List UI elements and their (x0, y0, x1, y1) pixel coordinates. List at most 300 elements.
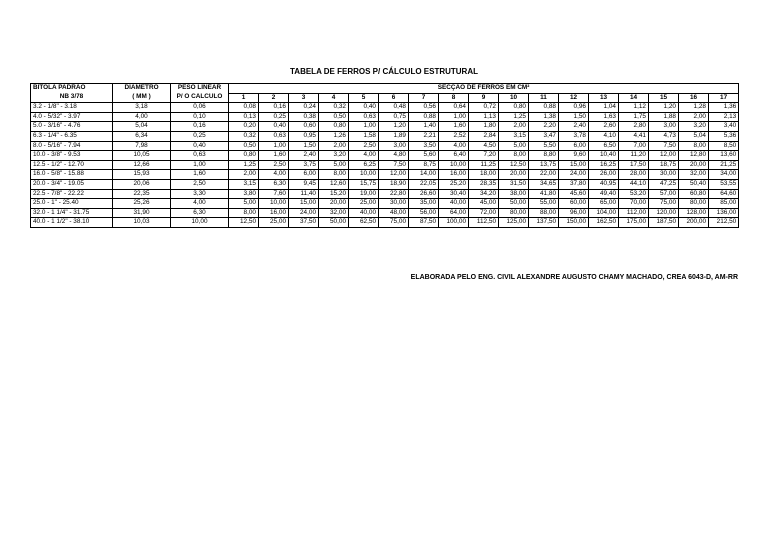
table-title: TABELA DE FERROS P/ CÁLCULO ESTRUTURAL (290, 67, 478, 76)
section-value-cell: 3,15 (499, 131, 529, 141)
section-value-cell: 4,10 (589, 131, 619, 141)
table-row (31, 141, 739, 151)
section-value-cell: 26,00 (589, 170, 619, 180)
section-value-cell: 64,00 (439, 208, 469, 218)
section-value-cell: 80,00 (499, 208, 529, 218)
diameter-cell: 5,04 (113, 122, 171, 132)
section-value-cell: 3,20 (679, 122, 709, 132)
header-count: 7 (409, 93, 439, 103)
section-value-cell: 0,95 (289, 131, 319, 141)
header-count: 1 (229, 93, 259, 103)
section-value-cell: 7,00 (619, 141, 649, 151)
section-value-cell: 175,00 (619, 218, 649, 228)
section-value-cell: 212,50 (709, 218, 739, 228)
section-value-cell: 50,40 (679, 179, 709, 189)
section-value-cell: 6,40 (439, 151, 469, 161)
section-value-cell: 1,26 (319, 131, 349, 141)
header-count: 13 (589, 93, 619, 103)
section-value-cell: 0,50 (229, 141, 259, 151)
section-value-cell: 55,00 (529, 199, 559, 209)
gauge-cell: 40.0 - 1 1/2" - 38.10 (31, 218, 113, 228)
section-value-cell: 0,32 (319, 103, 349, 113)
rebar-table (30, 83, 739, 228)
gauge-cell: 8.0 - 5/16" - 7.94 (31, 141, 113, 151)
gauge-cell: 16.0 - 5/8" - 15.88 (31, 170, 113, 180)
section-value-cell: 136,00 (709, 208, 739, 218)
section-value-cell: 8,00 (679, 141, 709, 151)
header-gauge-standard: NB 3/78 (31, 93, 113, 103)
section-value-cell: 0,56 (409, 103, 439, 113)
table-row (31, 160, 739, 170)
header-section: SECÇÃO DE FERROS EM CM² (229, 84, 739, 94)
header-weight-sub: P/ O CALCULO (171, 93, 229, 103)
section-value-cell: 1,00 (439, 112, 469, 122)
header-count: 8 (439, 93, 469, 103)
section-value-cell: 44,10 (619, 179, 649, 189)
section-value-cell: 0,80 (499, 103, 529, 113)
section-value-cell: 4,00 (349, 151, 379, 161)
table-row (31, 189, 739, 199)
section-value-cell: 0,88 (529, 103, 559, 113)
section-value-cell: 65,00 (589, 199, 619, 209)
table-row (31, 179, 739, 189)
section-value-cell: 5,00 (499, 141, 529, 151)
section-value-cell: 1,50 (289, 141, 319, 151)
weight-cell: 4,00 (171, 199, 229, 209)
section-value-cell: 62,50 (349, 218, 379, 228)
section-value-cell: 9,60 (559, 151, 589, 161)
section-value-cell: 1,00 (349, 122, 379, 132)
section-value-cell: 1,50 (559, 112, 589, 122)
header-diameter-unit: ( MM ) (113, 93, 171, 103)
section-value-cell: 32,00 (319, 208, 349, 218)
section-value-cell: 2,21 (409, 131, 439, 141)
section-value-cell: 0,60 (289, 122, 319, 132)
gauge-cell: 20.0 - 3/4" - 19.05 (31, 179, 113, 189)
section-value-cell: 28,00 (619, 170, 649, 180)
section-value-cell: 60,80 (679, 189, 709, 199)
gauge-cell: 4.0 - 5/32" - 3.97 (31, 112, 113, 122)
section-value-cell: 35,00 (409, 199, 439, 209)
section-value-cell: 6,00 (559, 141, 589, 151)
section-value-cell: 18,75 (649, 160, 679, 170)
section-value-cell: 128,00 (679, 208, 709, 218)
section-value-cell: 2,50 (349, 141, 379, 151)
header-count: 11 (529, 93, 559, 103)
gauge-cell: 25.0 - 1" - 25.40 (31, 199, 113, 209)
section-value-cell: 2,84 (469, 131, 499, 141)
section-value-cell: 40,00 (349, 208, 379, 218)
section-value-cell: 47,25 (649, 179, 679, 189)
section-value-cell: 4,00 (259, 170, 289, 180)
section-value-cell: 1,36 (709, 103, 739, 113)
table-row (31, 112, 739, 122)
section-value-cell: 7,20 (469, 151, 499, 161)
section-value-cell: 0,40 (259, 122, 289, 132)
section-value-cell: 75,00 (649, 199, 679, 209)
section-value-cell: 12,50 (499, 160, 529, 170)
section-value-cell: 3,00 (379, 141, 409, 151)
section-value-cell: 28,35 (469, 179, 499, 189)
table-row (31, 170, 739, 180)
section-value-cell: 85,00 (709, 199, 739, 209)
section-value-cell: 0,63 (349, 112, 379, 122)
section-value-cell: 1,25 (499, 112, 529, 122)
section-value-cell: 2,40 (289, 151, 319, 161)
section-value-cell: 1,89 (379, 131, 409, 141)
section-value-cell: 1,80 (469, 122, 499, 132)
section-value-cell: 13,60 (709, 151, 739, 161)
header-count: 10 (499, 93, 529, 103)
section-value-cell: 34,00 (709, 170, 739, 180)
section-value-cell: 4,00 (439, 141, 469, 151)
section-value-cell: 25,00 (349, 199, 379, 209)
section-value-cell: 1,38 (529, 112, 559, 122)
section-value-cell: 18,00 (469, 170, 499, 180)
section-value-cell: 75,00 (379, 218, 409, 228)
section-value-cell: 34,20 (469, 189, 499, 199)
author-credit: ELABORADA PELO ENG. CIVIL ALEXANDRE AUGUSTO CHAMY MACHADO, CREA 6043-D, AM-RR (410, 274, 738, 281)
section-value-cell: 0,80 (229, 151, 259, 161)
section-value-cell: 5,04 (679, 131, 709, 141)
section-value-cell: 1,88 (649, 112, 679, 122)
header-count: 2 (259, 93, 289, 103)
section-value-cell: 22,05 (409, 179, 439, 189)
section-value-cell: 100,00 (439, 218, 469, 228)
section-value-cell: 8,00 (229, 208, 259, 218)
diameter-cell: 31,90 (113, 208, 171, 218)
section-value-cell: 10,00 (259, 199, 289, 209)
section-value-cell: 2,00 (319, 141, 349, 151)
section-value-cell: 162,50 (589, 218, 619, 228)
header-weight: PESO LINEAR (171, 84, 229, 94)
section-value-cell: 14,00 (409, 170, 439, 180)
section-value-cell: 25,00 (259, 218, 289, 228)
section-value-cell: 0,32 (229, 131, 259, 141)
section-value-cell: 187,50 (649, 218, 679, 228)
section-value-cell: 1,12 (619, 103, 649, 113)
section-value-cell: 88,00 (529, 208, 559, 218)
section-value-cell: 25,20 (439, 179, 469, 189)
diameter-cell: 10,05 (113, 151, 171, 161)
section-value-cell: 2,00 (679, 112, 709, 122)
section-value-cell: 2,50 (259, 160, 289, 170)
gauge-cell: 32.0 - 1 1/4" - 31.75 (31, 208, 113, 218)
section-value-cell: 60,00 (559, 199, 589, 209)
section-value-cell: 17,50 (619, 160, 649, 170)
section-value-cell: 2,40 (559, 122, 589, 132)
header-count: 17 (709, 93, 739, 103)
section-value-cell: 1,25 (229, 160, 259, 170)
section-value-cell: 112,00 (619, 208, 649, 218)
section-value-cell: 40,95 (589, 179, 619, 189)
section-value-cell: 32,00 (679, 170, 709, 180)
section-value-cell: 0,75 (379, 112, 409, 122)
header-count: 16 (679, 93, 709, 103)
table-row (31, 151, 739, 161)
section-value-cell: 31,50 (499, 179, 529, 189)
section-value-cell: 4,50 (469, 141, 499, 151)
section-value-cell: 26,60 (409, 189, 439, 199)
section-value-cell: 5,00 (319, 160, 349, 170)
section-value-cell: 12,50 (229, 218, 259, 228)
table-row (31, 131, 739, 141)
section-value-cell: 45,00 (469, 199, 499, 209)
section-value-cell: 3,75 (289, 160, 319, 170)
table-row (31, 208, 739, 218)
gauge-cell: 12.5 - 1/2" - 12.70 (31, 160, 113, 170)
section-value-cell: 2,60 (589, 122, 619, 132)
diameter-cell: 4,00 (113, 112, 171, 122)
gauge-cell: 10.0 - 3/8" - 9.53 (31, 151, 113, 161)
section-value-cell: 9,45 (289, 179, 319, 189)
weight-cell: 0,16 (171, 122, 229, 132)
section-value-cell: 0,72 (469, 103, 499, 113)
section-value-cell: 0,08 (229, 103, 259, 113)
section-value-cell: 120,00 (649, 208, 679, 218)
section-value-cell: 1,60 (439, 122, 469, 132)
section-value-cell: 0,24 (289, 103, 319, 113)
section-value-cell: 3,15 (229, 179, 259, 189)
section-value-cell: 15,75 (349, 179, 379, 189)
section-value-cell: 16,00 (439, 170, 469, 180)
table-row (31, 218, 739, 228)
section-value-cell: 2,20 (529, 122, 559, 132)
header-count: 5 (349, 93, 379, 103)
section-value-cell: 1,28 (679, 103, 709, 113)
section-value-cell: 200,00 (679, 218, 709, 228)
section-value-cell: 0,25 (259, 112, 289, 122)
section-value-cell: 1,20 (379, 122, 409, 132)
section-value-cell: 64,60 (709, 189, 739, 199)
weight-cell: 0,06 (171, 103, 229, 113)
section-value-cell: 1,60 (259, 151, 289, 161)
section-value-cell: 3,80 (229, 189, 259, 199)
gauge-cell: 22.5 - 7/8" - 22.22 (31, 189, 113, 199)
section-value-cell: 0,13 (229, 112, 259, 122)
section-value-cell: 53,55 (709, 179, 739, 189)
diameter-cell: 12,66 (113, 160, 171, 170)
section-value-cell: 10,00 (439, 160, 469, 170)
section-value-cell: 104,00 (589, 208, 619, 218)
section-value-cell: 4,41 (619, 131, 649, 141)
weight-cell: 1,00 (171, 160, 229, 170)
section-value-cell: 2,13 (709, 112, 739, 122)
section-value-cell: 1,13 (469, 112, 499, 122)
section-value-cell: 70,00 (619, 199, 649, 209)
header-count: 4 (319, 93, 349, 103)
section-value-cell: 15,00 (559, 160, 589, 170)
weight-cell: 0,25 (171, 131, 229, 141)
table-row (31, 199, 739, 209)
section-value-cell: 96,00 (559, 208, 589, 218)
section-value-cell: 8,75 (409, 160, 439, 170)
section-value-cell: 50,00 (499, 199, 529, 209)
section-value-cell: 30,40 (439, 189, 469, 199)
section-value-cell: 2,00 (229, 170, 259, 180)
section-value-cell: 1,75 (619, 112, 649, 122)
section-value-cell: 1,63 (589, 112, 619, 122)
diameter-cell: 15,93 (113, 170, 171, 180)
section-value-cell: 20,00 (319, 199, 349, 209)
section-value-cell: 49,40 (589, 189, 619, 199)
section-value-cell: 1,20 (649, 103, 679, 113)
section-value-cell: 5,36 (709, 131, 739, 141)
header-count: 3 (289, 93, 319, 103)
weight-cell: 6,30 (171, 208, 229, 218)
section-value-cell: 8,50 (709, 141, 739, 151)
gauge-cell: 6.3 - 1/4" - 6.35 (31, 131, 113, 141)
section-value-cell: 30,00 (379, 199, 409, 209)
section-value-cell: 15,20 (319, 189, 349, 199)
section-value-cell: 0,20 (229, 122, 259, 132)
header-count: 9 (469, 93, 499, 103)
section-value-cell: 150,00 (559, 218, 589, 228)
section-value-cell: 0,40 (349, 103, 379, 113)
gauge-cell: 3.2 - 1/8" - 3.18 (31, 103, 113, 113)
section-value-cell: 11,40 (289, 189, 319, 199)
header-gauge: BITOLA PADRÃO (31, 84, 113, 94)
section-value-cell: 1,40 (409, 122, 439, 132)
section-value-cell: 3,20 (319, 151, 349, 161)
section-value-cell: 19,00 (349, 189, 379, 199)
section-value-cell: 37,50 (289, 218, 319, 228)
section-value-cell: 21,25 (709, 160, 739, 170)
section-value-cell: 4,80 (379, 151, 409, 161)
section-value-cell: 8,00 (319, 170, 349, 180)
section-value-cell: 38,00 (499, 189, 529, 199)
section-value-cell: 30,00 (649, 170, 679, 180)
gauge-cell: 5.0 - 3/16" - 4.76 (31, 122, 113, 132)
section-value-cell: 1,00 (259, 141, 289, 151)
section-value-cell: 137,50 (529, 218, 559, 228)
section-value-cell: 7,50 (379, 160, 409, 170)
section-value-cell: 3,78 (559, 131, 589, 141)
section-value-cell: 3,50 (409, 141, 439, 151)
section-value-cell: 50,00 (319, 218, 349, 228)
section-value-cell: 0,63 (259, 131, 289, 141)
section-value-cell: 2,52 (439, 131, 469, 141)
section-value-cell: 20,00 (499, 170, 529, 180)
section-value-cell: 6,50 (589, 141, 619, 151)
section-value-cell: 34,65 (529, 179, 559, 189)
section-value-cell: 16,00 (259, 208, 289, 218)
header-diameter: DIAMETRO (113, 84, 171, 94)
section-value-cell: 11,25 (469, 160, 499, 170)
section-value-cell: 6,00 (289, 170, 319, 180)
weight-cell: 1,60 (171, 170, 229, 180)
section-value-cell: 16,25 (589, 160, 619, 170)
section-value-cell: 125,00 (499, 218, 529, 228)
section-value-cell: 6,30 (259, 179, 289, 189)
section-value-cell: 22,00 (529, 170, 559, 180)
section-value-cell: 24,00 (289, 208, 319, 218)
section-value-cell: 48,00 (379, 208, 409, 218)
section-value-cell: 7,60 (259, 189, 289, 199)
weight-cell: 3,30 (171, 189, 229, 199)
section-value-cell: 72,00 (469, 208, 499, 218)
section-value-cell: 12,80 (679, 151, 709, 161)
section-value-cell: 87,50 (409, 218, 439, 228)
section-value-cell: 10,40 (589, 151, 619, 161)
section-value-cell: 12,00 (649, 151, 679, 161)
section-value-cell: 37,80 (559, 179, 589, 189)
section-value-cell: 0,88 (409, 112, 439, 122)
section-value-cell: 15,00 (289, 199, 319, 209)
section-value-cell: 5,60 (409, 151, 439, 161)
section-value-cell: 1,04 (589, 103, 619, 113)
section-value-cell: 0,48 (379, 103, 409, 113)
section-value-cell: 5,50 (529, 141, 559, 151)
table-body (31, 103, 739, 228)
section-value-cell: 10,00 (349, 170, 379, 180)
section-value-cell: 13,75 (529, 160, 559, 170)
section-value-cell: 20,00 (679, 160, 709, 170)
section-value-cell: 3,47 (529, 131, 559, 141)
weight-cell: 10,00 (171, 218, 229, 228)
header-count: 14 (619, 93, 649, 103)
section-value-cell: 0,50 (319, 112, 349, 122)
section-value-cell: 57,00 (649, 189, 679, 199)
header-count: 12 (559, 93, 589, 103)
weight-cell: 0,40 (171, 141, 229, 151)
section-value-cell: 18,90 (379, 179, 409, 189)
section-value-cell: 41,80 (529, 189, 559, 199)
section-value-cell: 112,50 (469, 218, 499, 228)
section-value-cell: 0,96 (559, 103, 589, 113)
section-value-cell: 12,00 (379, 170, 409, 180)
section-value-cell: 2,00 (499, 122, 529, 132)
section-value-cell: 24,00 (559, 170, 589, 180)
header-count: 6 (379, 93, 409, 103)
diameter-cell: 25,26 (113, 199, 171, 209)
section-value-cell: 2,80 (619, 122, 649, 132)
section-value-cell: 3,00 (649, 122, 679, 132)
section-value-cell: 0,38 (289, 112, 319, 122)
section-value-cell: 45,60 (559, 189, 589, 199)
table-row (31, 122, 739, 132)
section-value-cell: 8,00 (499, 151, 529, 161)
section-value-cell: 5,00 (229, 199, 259, 209)
weight-cell: 0,10 (171, 112, 229, 122)
section-value-cell: 4,73 (649, 131, 679, 141)
header-count: 15 (649, 93, 679, 103)
diameter-cell: 10,03 (113, 218, 171, 228)
section-value-cell: 6,25 (349, 160, 379, 170)
section-value-cell: 40,00 (439, 199, 469, 209)
section-value-cell: 53,20 (619, 189, 649, 199)
weight-cell: 0,63 (171, 151, 229, 161)
table-row (31, 103, 739, 113)
section-value-cell: 22,80 (379, 189, 409, 199)
section-value-cell: 12,60 (319, 179, 349, 189)
diameter-cell: 3,18 (113, 103, 171, 113)
diameter-cell: 7,98 (113, 141, 171, 151)
weight-cell: 2,50 (171, 179, 229, 189)
section-value-cell: 0,16 (259, 103, 289, 113)
section-value-cell: 11,20 (619, 151, 649, 161)
section-value-cell: 56,00 (409, 208, 439, 218)
section-value-cell: 0,80 (319, 122, 349, 132)
section-value-cell: 3,40 (709, 122, 739, 132)
section-value-cell: 7,50 (649, 141, 679, 151)
section-value-cell: 0,64 (439, 103, 469, 113)
section-value-cell: 80,00 (679, 199, 709, 209)
section-value-cell: 8,80 (529, 151, 559, 161)
section-value-cell: 1,58 (349, 131, 379, 141)
diameter-cell: 22,35 (113, 189, 171, 199)
diameter-cell: 6,34 (113, 131, 171, 141)
